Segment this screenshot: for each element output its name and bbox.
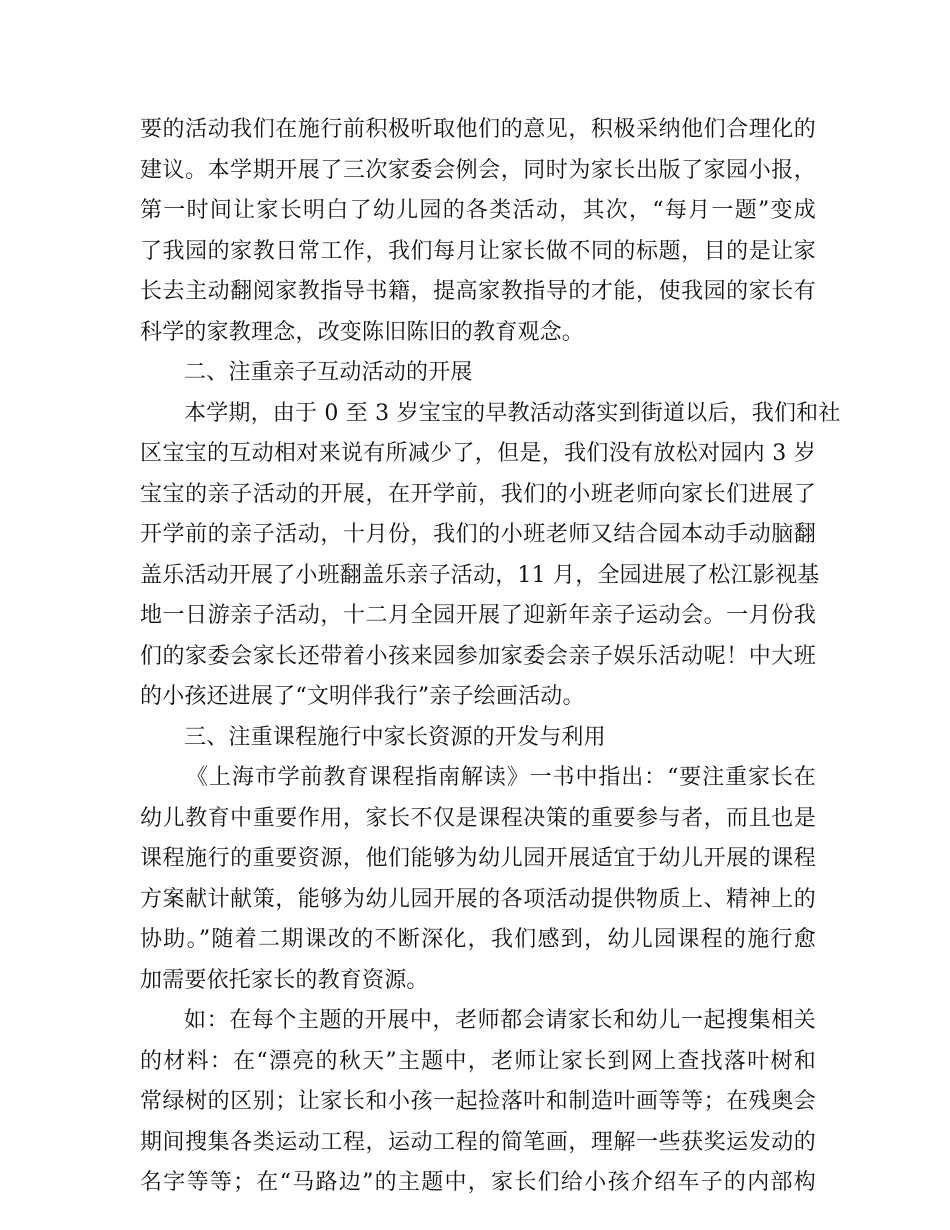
body-line: 协助。”随着二期课改的不断深化，我们感到，幼儿园课程的施行愈: [140, 927, 816, 952]
body-line: 期间搜集各类运动工程，运动工程的简笔画，理解一些获奖运发动的: [140, 1129, 816, 1155]
section-heading: 二、注重亲子互动活动的开展: [184, 360, 473, 385]
body-line: 要的活动我们在施行前积极听取他们的意见，积极采纳他们合理化的: [140, 117, 816, 142]
body-line: 名字等等；在“马路边”的主题中，家长们给小孩介绍车子的内部构: [140, 1170, 816, 1195]
body-line: 们的家委会家长还带着小孩来园参加家委会亲子娱乐活动呢！中大班: [140, 643, 816, 669]
body-line: 宝宝的亲子活动的开展，在开学前，我们的小班老师向家长们进展了: [140, 481, 816, 507]
body-line: 加需要依托家长的教育资源。: [140, 967, 429, 993]
body-line: 本学期，由于 0 至 3 岁宝宝的早教活动落实到街道以后，我们和社: [184, 400, 841, 426]
body-line: 地一日游亲子活动，十二月全园开展了迎新年亲子运动会。一月份我: [140, 603, 816, 628]
body-line: 常绿树的区别；让家长和小孩一起捡落叶和制造叶画等等；在残奥会: [140, 1089, 816, 1114]
body-line: 长去主动翻阅家教指导书籍，提高家教指导的才能，使我园的家长有: [140, 279, 816, 304]
body-line: 幼儿教育中重要作用，家长不仅是课程决策的重要参与者，而且也是: [140, 805, 816, 831]
body-line: 区宝宝的互动相对来说有所减少了，但是，我们没有放松对园内 3 岁: [140, 441, 816, 466]
body-line: 第一时间让家长明白了幼儿园的各类活动，其次，“每月一题”变成: [140, 198, 816, 223]
body-line: 方案献计献策，能够为幼儿园开展的各项活动提供物质上、精神上的: [140, 886, 816, 912]
body-line: 了我园的家教日常工作，我们每月让家长做不同的标题，目的是让家: [140, 238, 816, 264]
body-line: 课程施行的重要资源，他们能够为幼儿园开展适宜于幼儿开展的课程: [140, 846, 816, 871]
body-line: 的小孩还进展了“文明伴我行”亲子绘画活动。: [140, 684, 585, 709]
document-body: [140, 110, 841, 1204]
section-heading: 三、注重课程施行中家长资源的开发与利用: [184, 724, 606, 750]
body-line: 如：在每个主题的开展中，老师都会请家长和幼儿一起搜集相关: [184, 1008, 816, 1033]
body-line: 盖乐活动开展了小班翻盖乐亲子活动，11 月，全园进展了松江影视基: [140, 562, 820, 588]
body-line: 建议。本学期开展了三次家委会例会，同时为家长出版了家园小报，: [140, 157, 816, 183]
body-line: 开学前的亲子活动，十月份，我们的小班老师又结合园本动手动脑翻: [140, 522, 816, 547]
body-line: 的材料：在“漂亮的秋天”主题中，老师让家长到网上查找落叶树和: [140, 1048, 816, 1074]
body-line: 科学的家教理念，改变陈旧陈旧的教育观念。: [140, 319, 585, 345]
body-line: 《上海市学前教育课程指南解读》一书中指出：“要注重家长在: [186, 765, 816, 790]
